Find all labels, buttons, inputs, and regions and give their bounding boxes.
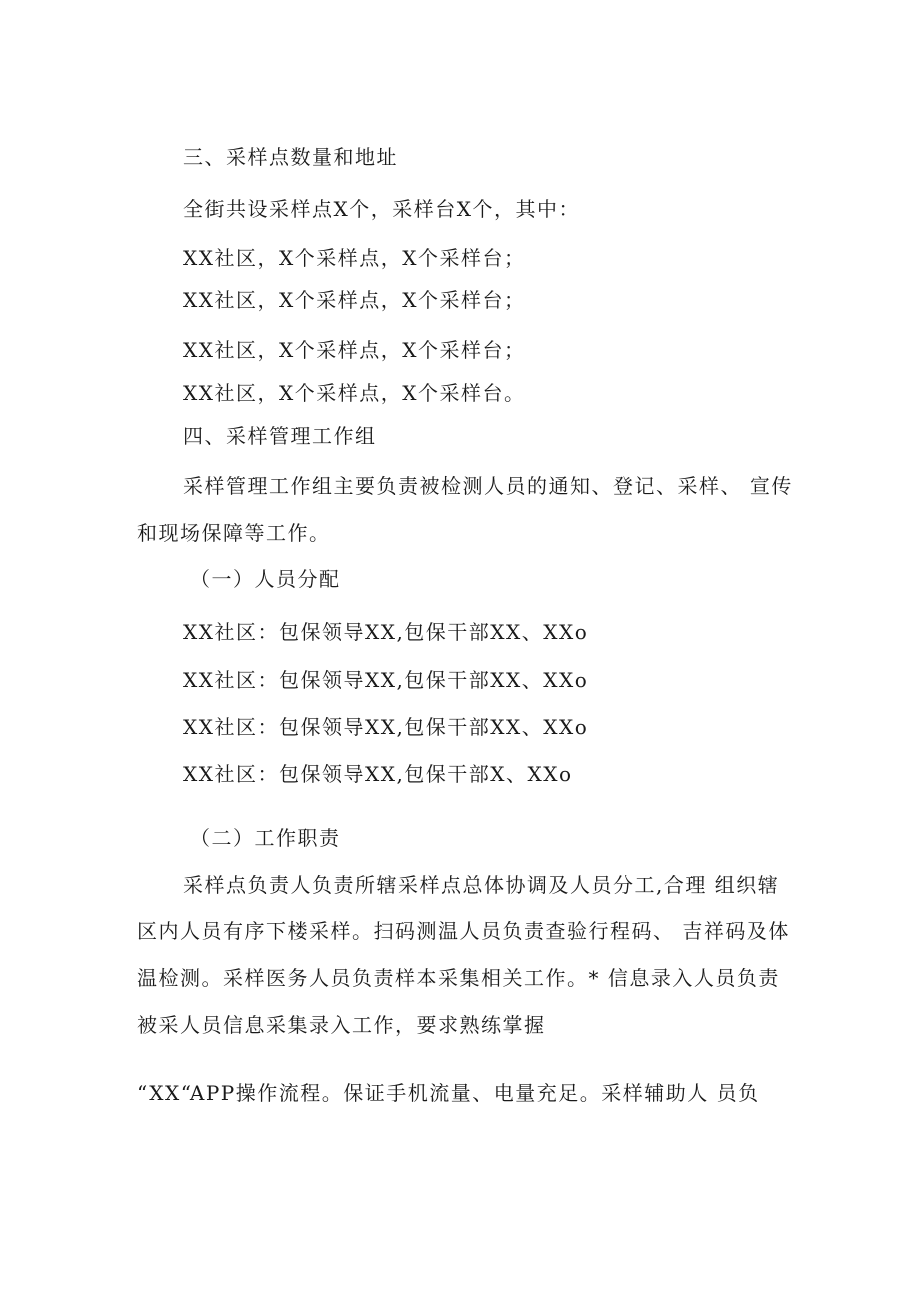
paragraph-line: 被采人员信息采集录入工作，要求熟练掌握 [137, 1013, 546, 1037]
subsection-heading: （二）工作职责 [190, 826, 341, 850]
list-item: XX社区：包保领导XX,包保干部XX、XXo [183, 620, 589, 644]
paragraph-line: 采样点负责人负责所辖采样点总体协调及人员分工,合理 组织辖 [183, 873, 780, 897]
list-item: XX社区，X个采样点，X个采样台； [183, 246, 526, 270]
list-item: XX社区，X个采样点，X个采样台。 [183, 381, 526, 405]
paragraph-line: 采样管理工作组主要负责被检测人员的通知、登记、采样、 宣传 [183, 474, 793, 498]
list-item: XX社区：包保领导XX,包保干部XX、XXo [183, 668, 589, 692]
list-item: XX社区：包保领导XX,包保干部XX、XXo [183, 715, 589, 739]
paragraph-line: “XX“APP操作流程。保证手机流量、电量充足。采样辅助人 员负 [137, 1081, 760, 1105]
section-heading: 三、采样点数量和地址 [183, 145, 398, 169]
paragraph-line: 温检测。采样医务人员负责样本采集相关工作。* 信息录入人员负责 [137, 966, 780, 990]
list-item: XX社区，X个采样点，X个采样台； [183, 288, 526, 312]
list-item: XX社区，X个采样点，X个采样台； [183, 338, 526, 362]
paragraph-line: 区内人员有序下楼采样。扫码测温人员负责查验行程码、 吉祥码及体 [137, 919, 790, 943]
list-item: XX社区：包保领导XX,包保干部X、XXo [183, 762, 573, 786]
subsection-heading: （一）人员分配 [190, 567, 341, 591]
paragraph-line: 和现场保障等工作。 [137, 521, 331, 545]
paragraph-line: 全街共设采样点X个，采样台X个，其中： [183, 197, 580, 221]
section-heading: 四、采样管理工作组 [183, 424, 377, 448]
